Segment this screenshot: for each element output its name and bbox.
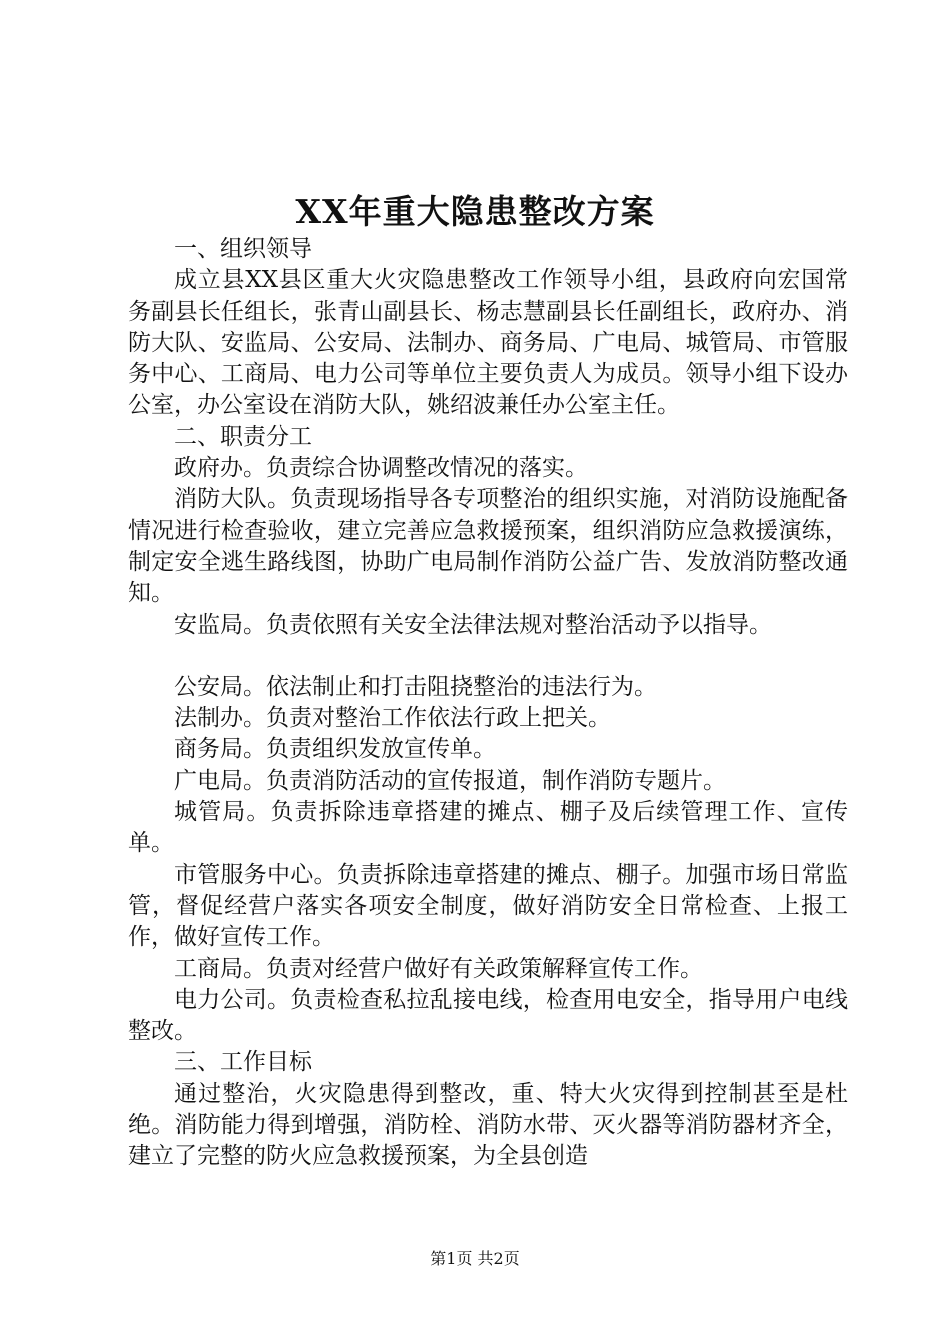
- paragraph-market-service-center: 市管服务中心。负责拆除违章搭建的摊点、棚子。加强市场日常监管，督促经营户落实各项安全制度，做好消防安全日常检查、上报工作，做好宣传工作。: [128, 861, 848, 951]
- section-heading-organization: 一、组织领导: [174, 236, 312, 262]
- paragraph-industry-commerce: 工商局。负责对经营户做好有关政策解释宣传工作。: [174, 955, 703, 982]
- section-heading-duties: 二、职责分工: [174, 423, 312, 450]
- paragraph-fire-brigade: 消防大队。负责现场指导各专项整治的组织实施，对消防设施配备情况进行检查验收，建立完善应急救援预案，组织消防应急救援演练，制定安全逃生路线图，协助广电局制作消防公益广告、发放消防整改通知。: [128, 486, 848, 607]
- paragraph-power-company: 电力公司。负责检查私拉乱接电线，检查用电安全，指导用户电线整改。: [128, 986, 848, 1045]
- paragraph-broadcast-bureau: 广电局。负责消防活动的宣传报道，制作消防专题片。: [174, 767, 726, 794]
- page-footer: 第1页 共2页: [430, 1249, 520, 1268]
- blank-line: [128, 641, 848, 672]
- document-body: [128, 234, 848, 1173]
- paragraph-public-security: 公安局。依法制止和打击阻挠整治的违法行为。: [174, 673, 657, 700]
- paragraph-urban-management: 城管局。负责拆除违章搭建的摊点、棚子及后续管理工作、宣传单。: [128, 799, 848, 857]
- paragraph-leading-group: 成立县XX县区重大火灾隐患整改工作领导小组，县政府向宏国常务副县长任组长，张青山副县长、杨志慧副县长任副组长，政府办、消防大队、安监局、公安局、法制办、商务局、广电局、城管局、市管服务中心、工商局、电力公司等单位主要负责人为成员。领导小组下设办公室，办公室设在消防大队，姚绍波兼任办公室主任。: [128, 267, 848, 419]
- document-title: XX年重大隐患整改方案: [295, 192, 655, 231]
- section-heading-goals: 三、工作目标: [174, 1049, 312, 1076]
- paragraph-government-office: 政府办。负责综合协调整改情况的落实。: [174, 455, 588, 482]
- paragraph-goals: 通过整治，火灾隐患得到整改，重、特大火灾得到控制甚至是杜绝。消防能力得到增强，消防栓、消防水带、灭火器等消防器材齐全，建立了完整的防火应急救援预案，为全县创造: [128, 1080, 848, 1170]
- paragraph-legal-office: 法制办。负责对整治工作依法行政上把关。: [174, 705, 611, 732]
- paragraph-commerce-bureau: 商务局。负责组织发放宣传单。: [174, 736, 496, 763]
- paragraph-safety-bureau: 安监局。负责依照有关安全法律法规对整治活动予以指导。: [174, 611, 772, 638]
